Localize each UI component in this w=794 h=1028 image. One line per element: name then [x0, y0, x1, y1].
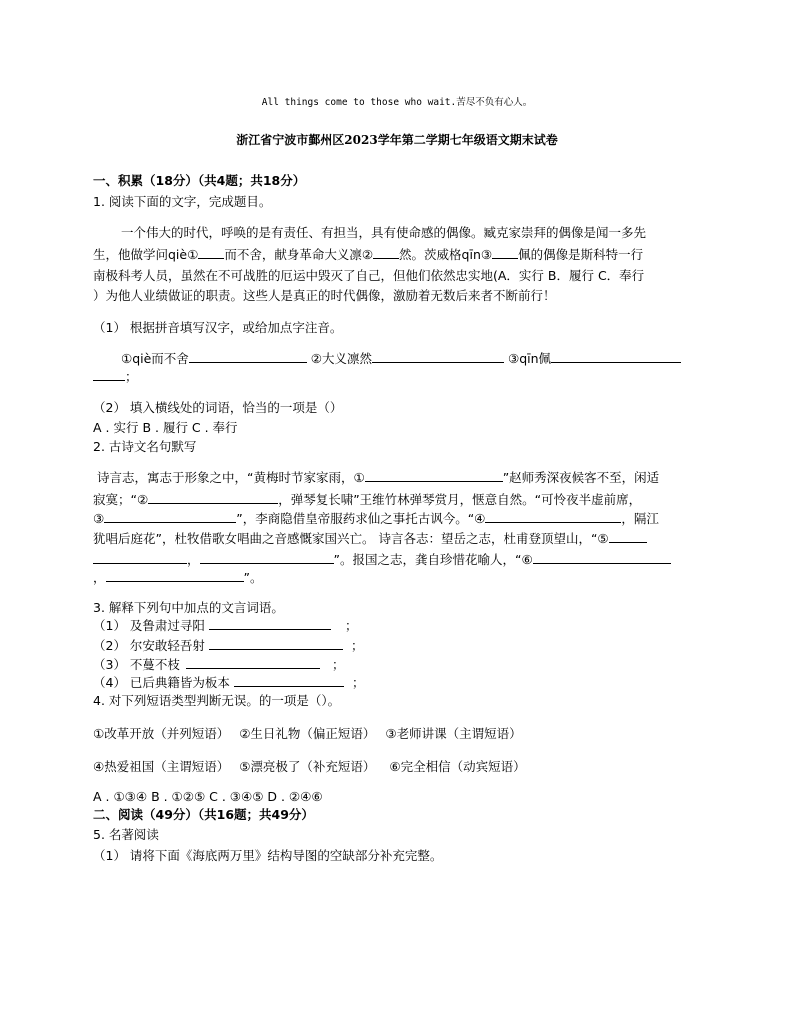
q2-line-5 — [93, 550, 671, 568]
q1-passage-text: 佩的偶像是斯科特一行 — [518, 247, 644, 262]
page-header-motto: All things come to those who wait.苦尽不负有心人。 — [261, 97, 533, 108]
q3-blank-4[interactable] — [234, 674, 344, 687]
q2-stem: 2. 古诗文名句默写 — [93, 439, 197, 454]
q1-passage-line-1: 一个伟大的时代，呼唤的是有责任、有担当，具有使命感的偶像。臧克家崇拜的偶像是闻一多先 — [121, 225, 647, 240]
q3-item-1 — [93, 616, 357, 634]
q1-passage-text: 而不舍，献身革命大义凛② — [224, 247, 374, 262]
q3-item-text: （3） 不蔓不枝 — [93, 657, 180, 672]
q4-row-2 — [93, 757, 526, 775]
q3-end: ； — [350, 638, 364, 653]
q3-item-2 — [93, 636, 363, 654]
q3-stem: 3. 解释下列句中加点的文言词语。 — [93, 600, 284, 615]
q4-item: ⑤漂亮极了（补充短语） — [239, 759, 376, 774]
q4-item: ②生日礼物（偏正短语） — [239, 726, 376, 741]
q2-blank-7[interactable] — [533, 551, 671, 564]
q1-passage-line-2 — [93, 245, 643, 263]
fill-label-2: ②大义凛然 — [310, 351, 373, 366]
q1-passage-line-4: ）为他人业绩做证的职责。这些人是真正的时代偶像，激励着无数后来者不断前行！ — [93, 288, 556, 303]
q2-blank-5-cont[interactable] — [93, 551, 187, 564]
section-1-heading: 一、积累（18分）（共4题；共18分） — [93, 173, 306, 188]
fill-end: ； — [125, 369, 138, 384]
q3-item-text: （4） 已后典籍皆为板本 — [93, 675, 230, 690]
q4-item: ④热爱祖国（主谓短语） — [93, 759, 230, 774]
q3-blank-3[interactable] — [186, 656, 320, 669]
q2-blank-1[interactable] — [365, 469, 503, 482]
fill-label-1: ①qiè而不舍 — [121, 351, 189, 366]
q2-blank-5[interactable] — [609, 530, 647, 543]
q1-stem: 1. 阅读下面的文字，完成题目。 — [93, 194, 272, 209]
q4-row-1 — [93, 724, 522, 742]
q3-end: ； — [331, 657, 345, 672]
q2-text: 诗言志，寓志于形象之中，“黄梅时节家家雨，① — [97, 470, 365, 485]
q2-text: ，隔江 — [621, 511, 659, 526]
section-2-heading: 二、阅读（49分）（共16题；共49分） — [93, 807, 314, 822]
blank-1[interactable] — [198, 246, 224, 259]
q2-text: ， — [187, 552, 200, 567]
q2-text: ”赵师秀深夜候客不至，闲适 — [502, 470, 660, 485]
q2-text: ”。 — [243, 570, 263, 585]
blank-3[interactable] — [492, 246, 518, 259]
q2-blank-2[interactable] — [148, 491, 278, 504]
q2-blank-8[interactable] — [106, 569, 244, 582]
q2-blank-4[interactable] — [485, 510, 621, 523]
q4-item: ⑥完全相信（动宾短语） — [389, 759, 526, 774]
q1-passage-text: 然。茨威格qīn③ — [399, 247, 493, 262]
q2-text: ”。报国之志，龚自珍惜花喻人，“⑥ — [333, 552, 533, 567]
q2-line-3 — [93, 509, 659, 527]
q4-stem: 4. 对下列短语类型判断无误。的一项是（）。 — [93, 693, 341, 708]
q4-options: A . ①③④ B . ①②⑤ C . ③④⑤ D . ②④⑥ — [93, 789, 323, 804]
answer-blank-3-cont[interactable] — [93, 368, 125, 381]
fill-label-3: ③qīn佩 — [508, 351, 552, 366]
q1-fill-row-cont — [93, 367, 138, 385]
q3-item-3 — [93, 655, 344, 673]
q2-text: 犹唱后庭花”，杜牧借歌女唱曲之音感慨家国兴亡。 诗言各志：望岳之志，杜甫登顶望山，“⑤ — [93, 531, 609, 546]
q4-item: ①改革开放（并列短语） — [93, 726, 230, 741]
q2-text: ， — [93, 570, 106, 585]
q1-fill-row — [121, 349, 681, 367]
q1-sub2-options: A . 实行 B . 履行 C . 奉行 — [93, 420, 238, 435]
q1-passage-text: 生，他做学问qiè① — [93, 247, 199, 262]
q2-text: 寂寞；“② — [93, 492, 149, 507]
q3-end: ； — [344, 618, 358, 633]
q2-text: ”，李商隐借皇帝服药求仙之事托古讽今。“④ — [236, 511, 486, 526]
q2-line-2 — [93, 490, 641, 508]
q2-blank-3[interactable] — [104, 510, 236, 523]
q4-item: ③老师讲课（主谓短语） — [385, 726, 522, 741]
q2-line-6 — [93, 568, 263, 586]
q2-blank-6[interactable] — [200, 551, 334, 564]
q5-sub1: （1） 请将下面《海底两万里》结构导图的空缺部分补充完整。 — [93, 848, 443, 863]
q3-end: ； — [351, 675, 365, 690]
q2-text: ，弹琴复长啸”王维竹林弹琴赏月，惬意自然。“可怜夜半虚前席， — [278, 492, 642, 507]
q3-item-4 — [93, 673, 364, 691]
q2-line-1 — [97, 468, 659, 486]
q3-item-text: （2） 尔安敢轻吾射 — [93, 638, 205, 653]
q1-passage-line-3: 南极科考人员，虽然在不可战胜的厄运中毁灭了自己，但他们依然忠实地(A．实行 B．履行 C．奉行 — [93, 268, 645, 283]
blank-2[interactable] — [373, 246, 399, 259]
q3-blank-1[interactable] — [209, 617, 331, 630]
q3-item-text: （1） 及鲁肃过寻阳 — [93, 618, 205, 633]
q3-blank-2[interactable] — [209, 637, 343, 650]
q2-text: ③ — [93, 511, 105, 526]
q1-sub1: （1） 根据拼音填写汉字，或给加点字注音。 — [93, 320, 343, 335]
q2-line-4 — [93, 529, 647, 547]
q1-sub2: （2） 填入横线处的词语，恰当的一项是（） — [93, 400, 343, 415]
q5-stem: 5. 名著阅读 — [93, 827, 159, 842]
answer-blank-2[interactable] — [372, 350, 504, 363]
answer-blank-3[interactable] — [551, 350, 681, 363]
exam-title: 浙江省宁波市鄞州区2023学年第二学期七年级语文期末试卷 — [236, 133, 558, 147]
answer-blank-1[interactable] — [189, 350, 307, 363]
